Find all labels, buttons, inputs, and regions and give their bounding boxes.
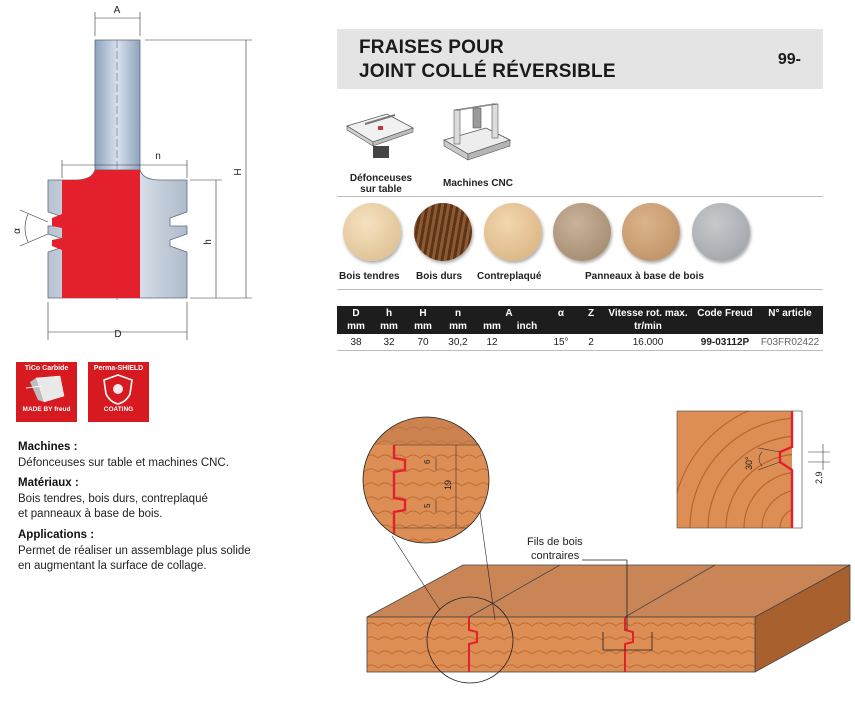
col-A-unit: mm: [483, 321, 501, 332]
cell-code: 99-03112P: [700, 337, 750, 348]
title-line-1: FRAISES POUR: [359, 37, 504, 58]
router-table-caption: Défonceuses sur table: [349, 173, 413, 195]
particle-board-swatch: [553, 203, 611, 261]
col-speed-unit: tr/min: [634, 321, 662, 332]
dim-2-9: 2,9: [814, 471, 824, 484]
material-softwood: Bois tendres: [339, 271, 400, 282]
label-D: D: [114, 329, 122, 340]
tico-badge: TiCo Carbide MADE BY freud: [16, 362, 77, 422]
cell-A: 12: [486, 337, 498, 348]
material-panels: Panneaux à base de bois: [585, 271, 704, 282]
cell-speed: 16.000: [632, 337, 664, 348]
applications-text-2: en augmentant la surface de collage.: [18, 560, 207, 572]
router-bit-drawing: [0, 0, 330, 350]
materials-text-2: et panneaux à base de bois.: [18, 508, 163, 520]
angle-30: 30°: [744, 456, 754, 470]
applications-text-1: Permet de réaliser un assemblage plus solide: [18, 545, 251, 557]
col-n: n: [454, 308, 462, 319]
cell-H: 70: [417, 337, 429, 348]
col-A-inch-unit: inch: [516, 321, 538, 332]
label-h: h: [203, 239, 214, 245]
catalog-number: 99-: [777, 51, 801, 68]
hardwood-swatch: [414, 203, 472, 261]
cnc-machine-icon: [440, 100, 514, 166]
title-line-2: JOINT COLLÉ RÉVERSIBLE: [359, 61, 616, 82]
machines-heading: Machines :: [18, 441, 78, 453]
cnc-caption: Machines CNC: [442, 178, 513, 189]
col-alpha: α: [557, 308, 565, 319]
shank: [95, 40, 140, 170]
materials-text-1: Bois tendres, bois durs, contreplaqué: [18, 493, 208, 505]
melamine-swatch: [692, 203, 750, 261]
carbide-tip-icon: [16, 372, 77, 406]
col-D: D: [352, 308, 360, 319]
col-article: N° article: [768, 308, 812, 319]
softwood-swatch: [343, 203, 401, 261]
col-H-unit: mm: [414, 321, 432, 332]
separator: [337, 350, 823, 351]
cell-h: 32: [383, 337, 395, 348]
spec-table-header: [337, 306, 823, 334]
joint-illustration: [330, 400, 855, 713]
grain-label-2: contraires: [531, 550, 580, 562]
cell-alpha: 15°: [553, 337, 569, 348]
col-code: Code Freud: [697, 308, 753, 319]
materials-heading: Matériaux :: [18, 477, 79, 489]
mdf-swatch: [622, 203, 680, 261]
label-n: n: [155, 151, 161, 162]
col-H: H: [419, 308, 427, 319]
cell-article: F03FR02422: [760, 337, 820, 348]
col-D-unit: mm: [347, 321, 365, 332]
applications-heading: Applications :: [18, 529, 95, 541]
col-h: h: [385, 308, 393, 319]
plywood-swatch: [484, 203, 542, 261]
col-h-unit: mm: [380, 321, 398, 332]
col-A: A: [505, 308, 513, 319]
label-H: H: [233, 168, 244, 176]
label-alpha: α: [12, 228, 23, 234]
cell-Z: 2: [588, 337, 594, 348]
grain-label-1: Fils de bois: [527, 536, 583, 548]
material-plywood: Contreplaqué: [477, 271, 542, 282]
col-speed: Vitesse rot. max.: [608, 308, 688, 319]
col-Z: Z: [587, 308, 595, 319]
label-A: A: [113, 5, 121, 16]
router-table-icon: [343, 104, 417, 166]
detail-dim-6: 6: [423, 459, 432, 464]
cell-n: 30,2: [448, 337, 468, 348]
detail-dim-19: 19: [443, 479, 453, 490]
cell-D: 38: [350, 337, 362, 348]
page-header: [337, 29, 823, 89]
detail-dim-5: 5: [423, 503, 432, 508]
carbide-cutter: [52, 170, 140, 298]
board-front: [367, 617, 755, 672]
separator: [337, 196, 823, 197]
machines-text: Défonceuses sur table et machines CNC.: [18, 457, 229, 469]
shield-icon: [88, 372, 149, 406]
material-hardwood: Bois durs: [416, 271, 463, 282]
col-n-unit: mm: [449, 321, 467, 332]
perma-shield-badge: Perma-SHIELD COATING: [88, 362, 149, 422]
separator: [337, 289, 823, 290]
